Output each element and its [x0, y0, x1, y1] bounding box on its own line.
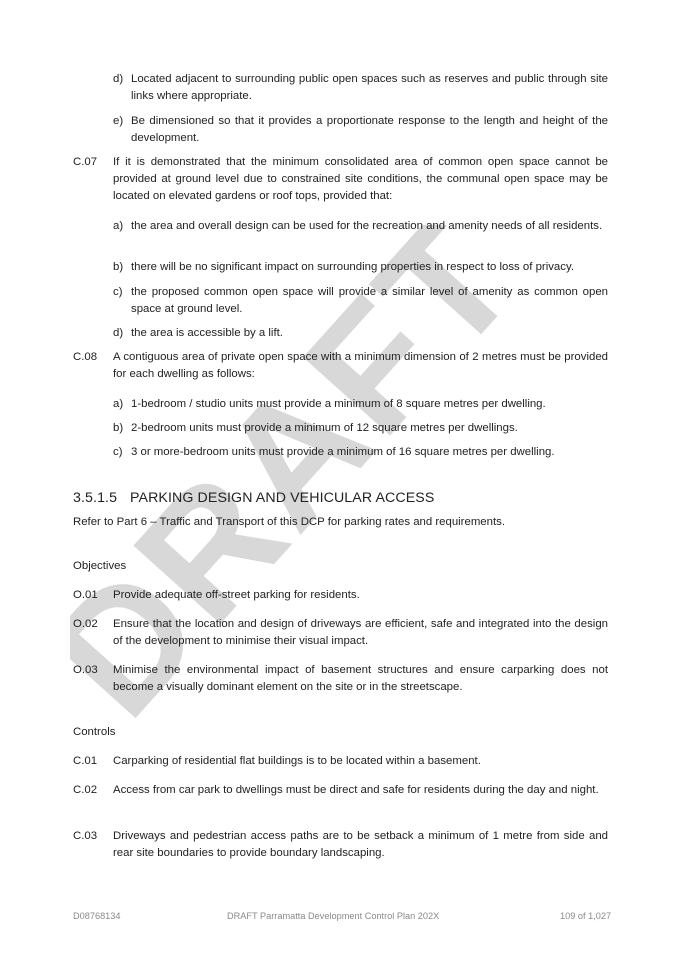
list-item — [113, 284, 608, 318]
list-item — [113, 259, 608, 276]
objectives-heading: Objectives — [73, 560, 127, 572]
control-code: C.08 — [73, 351, 98, 363]
control-c02 — [73, 782, 608, 799]
footer-title: DRAFT Parramatta Development Control Plan 202X — [227, 911, 440, 921]
objective-text: Ensure that the location and design of driveways are efficient, safe and integrated into the design of the development to minimise their visual impact. — [113, 618, 608, 647]
controls-heading: Controls — [73, 726, 116, 738]
item-text: the area and overall design can be used for the recreation and amenity needs of all residents. — [131, 220, 603, 232]
objective-o03 — [73, 662, 608, 696]
item-text: there will be no significant impact on surrounding properties in respect to loss of privacy. — [131, 261, 574, 273]
objective-code: O.03 — [73, 664, 98, 676]
item-label: c) — [113, 286, 123, 298]
control-code: C.01 — [73, 755, 98, 767]
item-text: the proposed common open space will provide a similar level of amenity as common open space at ground level. — [131, 286, 608, 315]
item-text: 1-bedroom / studio units must provide a minimum of 8 square metres per dwelling. — [131, 398, 546, 410]
item-label: b) — [113, 261, 124, 273]
list-item — [113, 71, 608, 105]
control-code: C.07 — [73, 156, 98, 168]
control-text: Driveways and pedestrian access paths are to be setback a minimum of 1 metre from side and rear site boundaries to provide boundary landscaping. — [113, 830, 608, 859]
control-text: Carparking of residential flat buildings is to be located within a basement. — [113, 755, 481, 767]
control-c08 — [73, 349, 608, 383]
section-intro: Refer to Part 6 – Traffic and Transport of this DCP for parking rates and requirements. — [73, 516, 505, 528]
section-heading — [73, 488, 434, 508]
footer-doc-id: D08768134 — [73, 911, 121, 921]
control-text: Access from car park to dwellings must be direct and safe for residents during the day and night. — [113, 784, 599, 796]
list-item — [113, 420, 608, 437]
item-label: c) — [113, 446, 123, 458]
item-text: Located adjacent to surrounding public open spaces such as reserves and public through site links where appropriate. — [131, 73, 608, 102]
objective-code: O.01 — [73, 589, 98, 601]
objective-text: Minimise the environmental impact of basement structures and ensure carparking does not become a visually dominant element on the site or in the streetscape. — [113, 664, 608, 693]
item-label: d) — [113, 327, 124, 339]
section-number: 3.5.1.5 — [73, 490, 118, 506]
list-item — [113, 325, 608, 342]
item-text: Be dimensioned so that it provides a proportionate response to the length and height of the development. — [131, 115, 608, 144]
watermark-text: DRAFT — [70, 225, 550, 725]
item-text: the area is accessible by a lift. — [131, 327, 283, 339]
control-c01 — [73, 753, 608, 770]
list-item — [113, 396, 608, 413]
footer-page-number: 109 of 1,027 — [560, 911, 612, 921]
item-label: a) — [113, 398, 124, 410]
control-text: A contiguous area of private open space with a minimum dimension of 2 metres must be provided for each dwelling as follows: — [113, 351, 608, 380]
item-label: d) — [113, 73, 124, 85]
item-text: 3 or more-bedroom units must provide a minimum of 16 square metres per dwelling. — [131, 446, 555, 458]
objective-code: O.02 — [73, 618, 98, 630]
item-label: a) — [113, 220, 124, 232]
list-item — [113, 218, 608, 235]
item-label: b) — [113, 422, 124, 434]
list-item — [113, 444, 608, 461]
control-text: If it is demonstrated that the minimum consolidated area of common open space cannot be provided at ground level due to constrained site conditions, the communal open space may be located on elevated gardens or roof tops, provided that: — [113, 156, 608, 202]
control-c03 — [73, 828, 608, 862]
objective-o01 — [73, 587, 608, 604]
item-text: 2-bedroom units must provide a minimum of 12 square metres per dwellings. — [131, 422, 518, 434]
item-label: e) — [113, 115, 124, 127]
objective-o02 — [73, 616, 608, 650]
section-title: PARKING DESIGN AND VEHICULAR ACCESS — [130, 490, 435, 506]
control-code: C.02 — [73, 784, 98, 796]
list-item — [113, 113, 608, 147]
control-code: C.03 — [73, 830, 98, 842]
objective-text: Provide adequate off-street parking for residents. — [113, 589, 360, 601]
control-c07 — [73, 154, 608, 205]
